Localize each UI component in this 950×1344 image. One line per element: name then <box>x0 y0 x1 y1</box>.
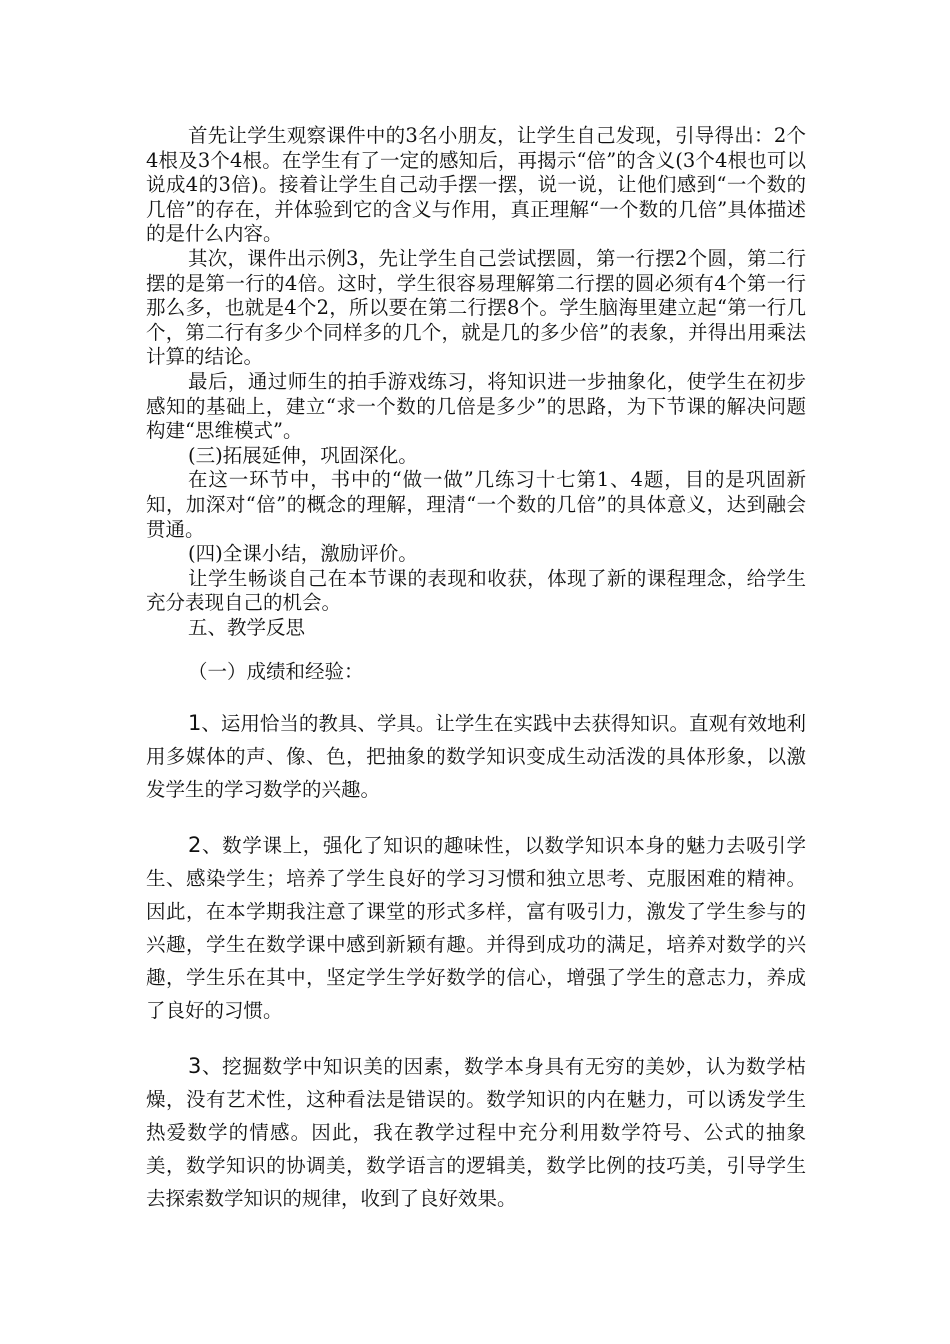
item-text: 、挖掘数学中知识美的因素，数学本身具有无穷的美妙，认为数学枯燥，没有艺术性，这种看法是错误的。数学知识的内在魅力，可以诱发学生热爱数学的情感。因此，我在教学过程中充分利用数学符号、公式的抽象美，数学知识的协调美，数学语言的逻辑美，数学比例的技巧美，引导学生去探索数学知识的规律，收到了良好效果。 <box>146 1055 806 1211</box>
paragraph-finally: 最后，通过师生的拍手游戏练习，将知识进一步抽象化，使学生在初步感知的基础上，建立“求一个数的几倍是多少”的思路，为下节课的解决问题构建“思维模式”。 <box>146 369 806 443</box>
item-text: 、数学课上，强化了知识的趣味性，以数学知识本身的魅力去吸引学生、感染学生；培养了学生良好的学习习惯和独立思考、克服困难的精神。因此，在本学期我注意了课堂的形式多样，富有吸引力，激发了学生参与的兴趣，学生在数学课中感到新颖有趣。并得到成功的满足，培养对数学的兴趣，学生乐在其中，坚定学生学好数学的信心，增强了学生的意志力，养成了良好的习惯。 <box>146 834 806 1023</box>
section-heading-extension: (三)拓展延伸，巩固深化。 <box>188 443 418 467</box>
subheading-achievements: （一）成绩和经验： <box>188 660 364 684</box>
list-item <box>146 829 806 1027</box>
paragraph-intro: 首先让学生观察课件中的3名小朋友，让学生自己发现，引导得出：2个4根及3个4根。在学生有了一定的感知后，再揭示“倍”的含义(3个4根也可以说成4的3倍)。接着让学生自己动手摆一摆，说一说，让他们感到“一个数的几倍”的存在，并体验到它的含义与作用，真正理解“一个数的几倍”具体描述的是什么内容。 <box>146 124 806 246</box>
document-page <box>146 124 806 1215</box>
item-text: 、运用恰当的教具、学具。让学生在实践中去获得知识。直观有效地利用多媒体的声、像、色，把抽象的数学知识变成生动活泼的具体形象，以激发学生的学习数学的兴趣。 <box>146 712 806 802</box>
paragraph-summary: 让学生畅谈自己在本节课的表现和收获，体现了新的课程理念，给学生充分表现自己的机会。 <box>146 566 806 615</box>
list-item <box>146 1050 806 1215</box>
item-number: 1 <box>188 711 202 736</box>
item-number: 3 <box>188 1054 202 1079</box>
section-heading-reflection: 五、教学反思 <box>188 615 306 639</box>
paragraph-second: 其次，课件出示例3，先让学生自己尝试摆圆，第一行摆2个圆，第二行摆的是第一行的4倍。这时，学生很容易理解第二行摆的圆必须有4个第一行那么多，也就是4个2，所以要在第二行摆8个。学生脑海里建立起“第一行几个，第二行有多少个同样多的几个，就是几的多少倍”的表象，并得出用乘法计算的结论。 <box>146 246 806 369</box>
paragraph-extension: 在这一环节中，书中的“做一做”几练习十七第1、4题，目的是巩固新知，加深对“倍”的概念的理解，理清“一个数的几倍”的具体意义，达到融会贯通。 <box>146 468 806 541</box>
section-heading-summary: (四)全课小结，激励评价。 <box>188 542 418 566</box>
item-number: 2 <box>188 833 202 858</box>
list-item <box>146 707 806 806</box>
